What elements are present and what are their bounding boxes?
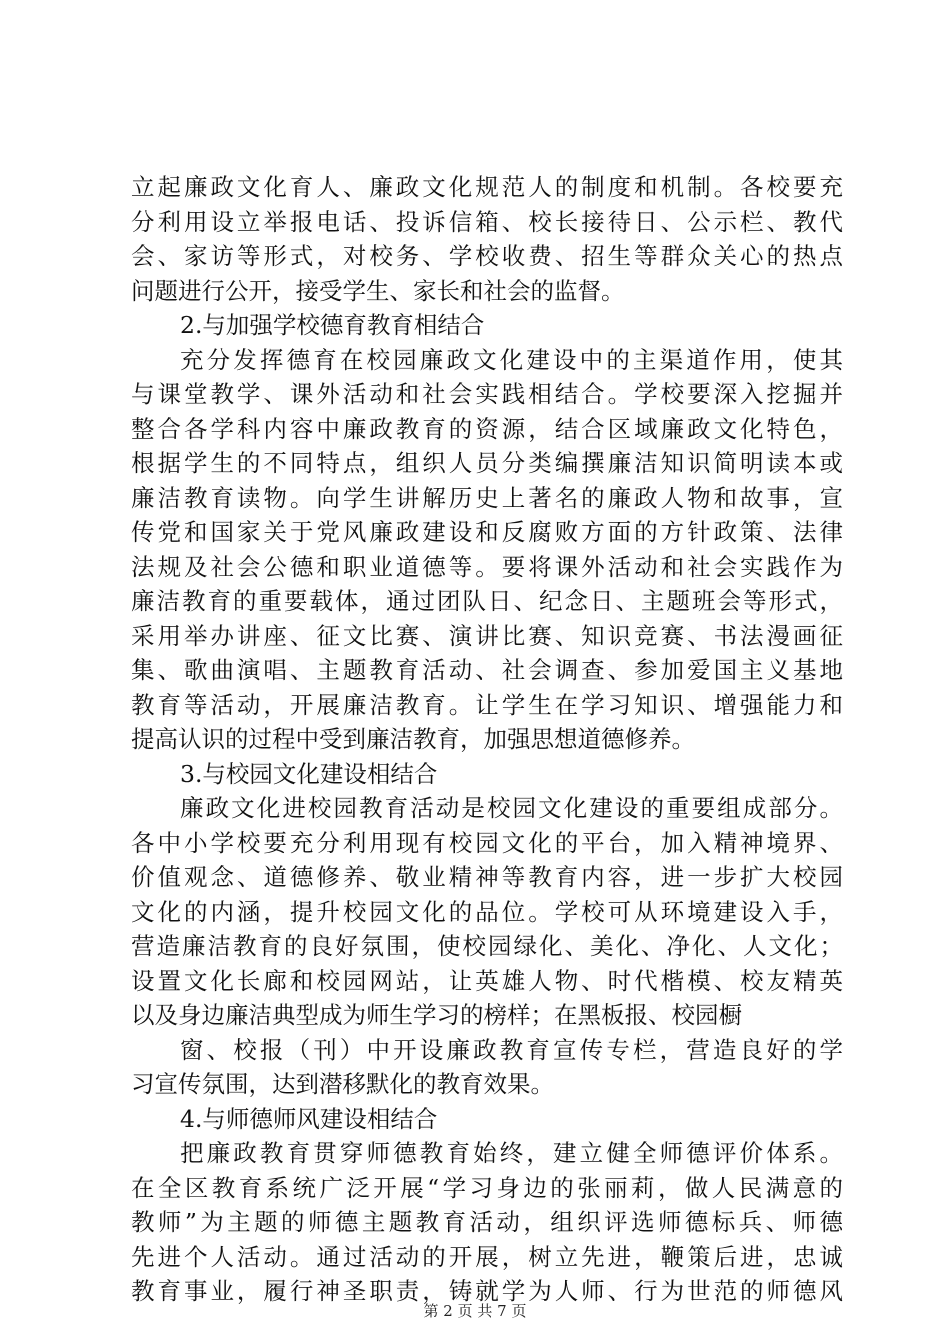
text-line: 传党和国家关于党风廉政建设和反腐败方面的方针政策、法律 [131, 518, 843, 546]
text-line: 窗、校报（刊）中开设廉政教育宣传专栏，营造良好的学 [180, 1035, 843, 1064]
text-line: 集、歌曲演唱、主题教育活动、社会调查、参加爱国主义基地 [131, 656, 843, 684]
text-line: 先进个人活动。通过活动的开展，树立先进，鞭策后进，忠诚 [131, 1242, 843, 1271]
text-line: 教师”为主题的师德主题教育活动，组织评选师德标兵、师德 [131, 1208, 843, 1236]
text-line: 教育事业，履行神圣职责，铸就学为人师、行为世范的师德风 [131, 1277, 843, 1305]
text-line: 设置文化长廊和校园网站，让英雄人物、时代楷模、校友精英 [131, 966, 843, 995]
text-line: 立起廉政文化育人、廉政文化规范人的制度和机制。各校要充 [131, 173, 843, 201]
text-line: 在全区教育系统广泛开展“学习身边的张丽莉，做人民满意的 [131, 1173, 843, 1202]
text-line: 廉洁教育的重要载体，通过团队日、纪念日、主题班会等形式， [131, 587, 843, 615]
text-line: 充分发挥德育在校园廉政文化建设中的主渠道作用，使其 [180, 345, 843, 374]
text-line: 以及身边廉洁典型成为师生学习的榜样；在黑板报、校园橱 [131, 1001, 742, 1029]
section-heading-4: 4.与师德师风建设相结合 [180, 1104, 438, 1133]
text-line: 法规及社会公德和职业道德等。要将课外活动和社会实践作为 [131, 552, 843, 581]
text-line: 采用举办讲座、征文比赛、演讲比赛、知识竞赛、书法漫画征 [131, 621, 843, 650]
document-body [131, 170, 843, 1309]
text-line: 营造廉洁教育的良好氛围，使校园绿化、美化、净化、人文化； [131, 932, 843, 960]
text-line: 教育等活动，开展廉洁教育。让学生在学习知识、增强能力和 [131, 690, 843, 719]
text-line: 整合各学科内容中廉政教育的资源，结合区域廉政文化特色， [131, 414, 843, 443]
text-line: 廉洁教育读物。向学生讲解历史上著名的廉政人物和故事，宣 [131, 483, 843, 512]
text-line: 把廉政教育贯穿师德教育始终，建立健全师德评价体系。 [180, 1139, 843, 1167]
section-heading-3: 3.与校园文化建设相结合 [180, 759, 438, 788]
text-line: 习宣传氛围，达到潜移默化的教育效果。 [131, 1070, 554, 1098]
text-line: 各中小学校要充分利用现有校园文化的平台，加入精神境界、 [131, 828, 843, 857]
text-line: 分利用设立举报电话、投诉信箱、校长接待日、公示栏、教代 [131, 207, 843, 236]
text-line: 问题进行公开，接受学生、家长和社会的监督。 [131, 276, 625, 305]
text-line: 提高认识的过程中受到廉洁教育，加强思想道德修养。 [131, 725, 695, 753]
text-line: 会、家访等形式，对校务、学校收费、招生等群众关心的热点 [131, 242, 843, 270]
text-line: 廉政文化进校园教育活动是校园文化建设的重要组成部分。 [180, 794, 843, 822]
section-heading-2: 2.与加强学校德育教育相结合 [180, 311, 485, 339]
text-line: 根据学生的不同特点，组织人员分类编撰廉洁知识简明读本或 [131, 449, 843, 477]
page-number-footer: 第 2 页 共 7 页 [423, 1302, 527, 1320]
text-line: 与课堂教学、课外活动和社会实践相结合。学校要深入挖掘并 [131, 380, 843, 408]
text-line: 文化的内涵，提升校园文化的品位。学校可从环境建设入手， [131, 897, 843, 926]
text-line: 价值观念、道德修养、敬业精神等教育内容，进一步扩大校园 [131, 863, 843, 891]
